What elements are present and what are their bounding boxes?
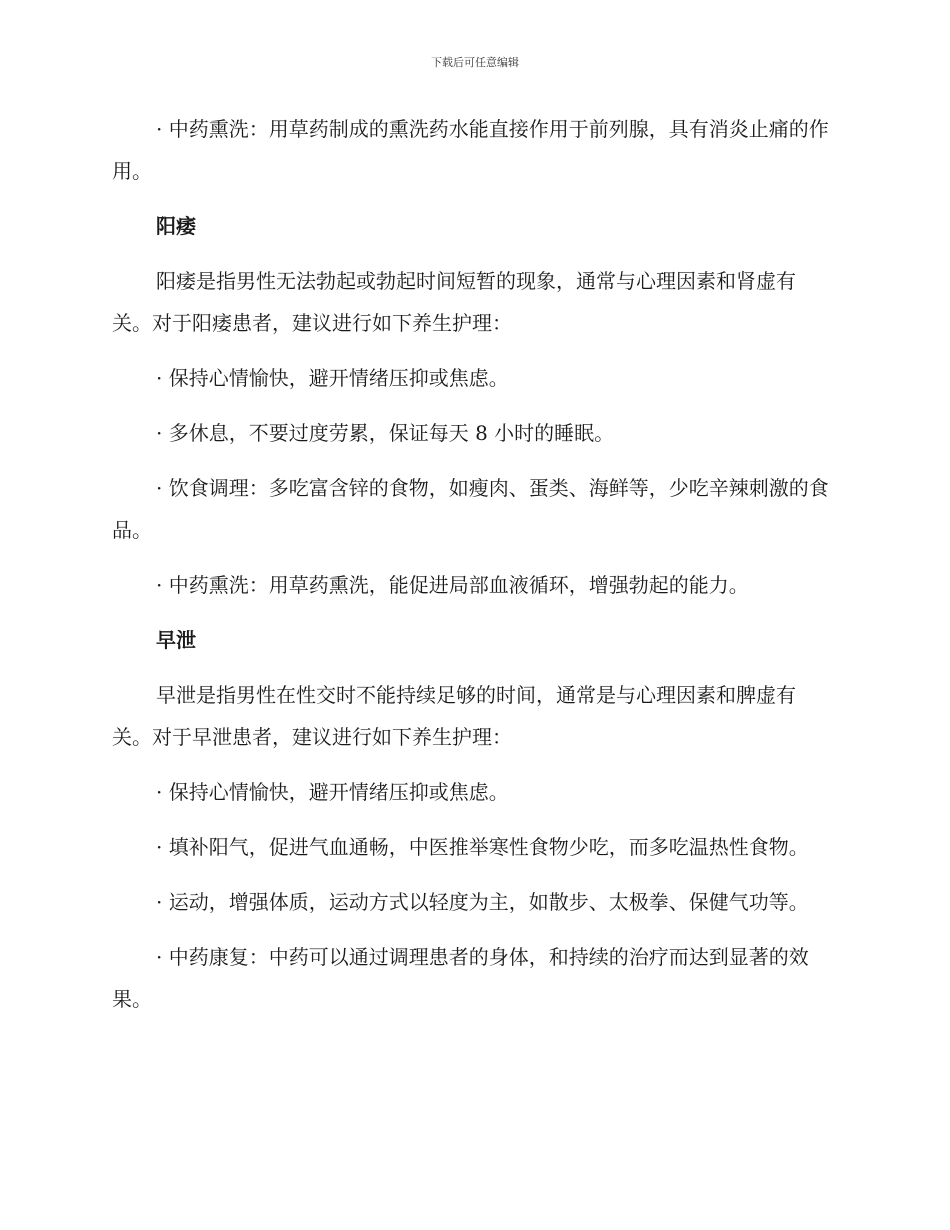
bullet-pe-exercise: · 运动，增强体质，运动方式以轻度为主，如散步、太极拳、保健气功等。: [156, 890, 809, 914]
bullet-pe-yang-qi: · 填补阳气，促进气血通畅，中医推举寒性食物少吃，而多吃温热性食物。: [156, 835, 809, 859]
document-body: [112, 108, 832, 1033]
impotence-intro-paragraph: 阳痿是指男性无法勃起或勃起时间短暂的现象，通常与心理因素和肾虚有关。对于阳痿患者，建议进行如下养生护理：: [112, 269, 796, 335]
bullet-impotence-herbal-steam: · 中药熏洗：用草药熏洗，能促进局部血液循环，增强勃起的能力。: [156, 573, 749, 597]
premature-ejaculation-intro-paragraph: 早泄是指男性在性交时不能持续足够的时间，通常是与心理因素和脾虚有关。对于早泄患者，建议进行如下养生护理：: [112, 683, 796, 749]
bullet-impotence-diet: · 饮食调理：多吃富含锌的食物，如瘦肉、蛋类、海鲜等，少吃辛辣刺激的食品。: [112, 476, 829, 542]
bullet-impotence-rest: · 多休息，不要过度劳累，保证每天 8 小时的睡眠。: [156, 421, 615, 445]
bullet-pe-mood: · 保持心情愉快，避开情绪压抑或焦虑。: [156, 780, 509, 804]
section-heading-premature-ejaculation: 早泄: [156, 628, 196, 652]
bullet-impotence-mood: · 保持心情愉快，避开情绪压抑或焦虑。: [156, 366, 509, 390]
bullet-pe-herbal-recovery: · 中药康复：中药可以通过调理患者的身体，和持续的治疗而达到显著的效果。: [112, 945, 809, 1011]
page-header: 下载后可任意编辑: [431, 56, 519, 69]
section-heading-impotence: 阳痿: [156, 214, 196, 238]
bullet-herbal-steam-prostate: · 中药熏洗：用草药制成的熏洗药水能直接作用于前列腺，具有消炎止痛的作用。: [112, 117, 829, 183]
